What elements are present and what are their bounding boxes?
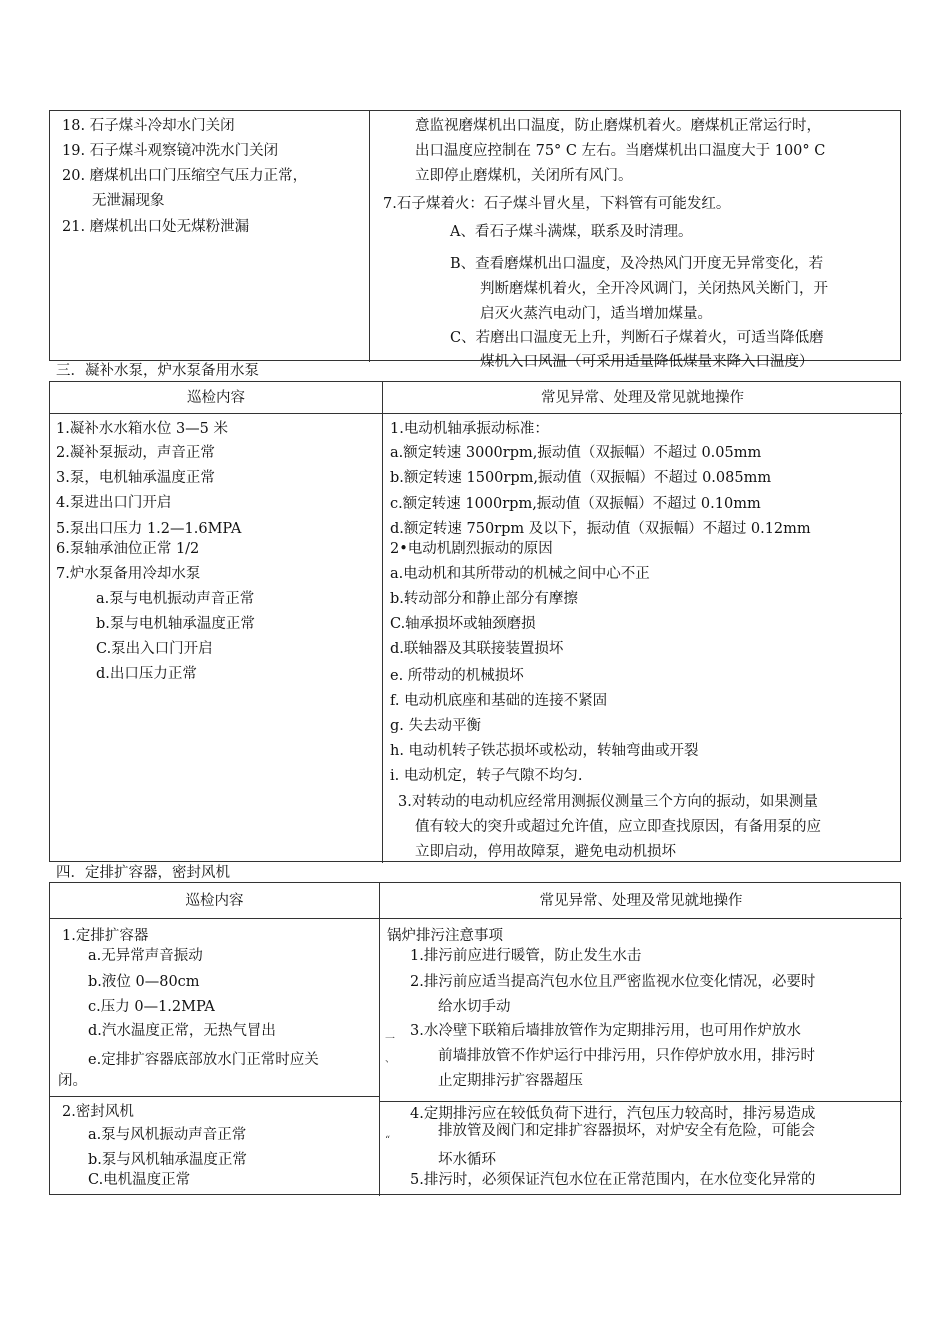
- table-3-right-line: d.额定转速 750rpm 及以下，振动值（双振幅）不超过 0.12mm: [390, 521, 811, 537]
- table-1-right-line: 7.石子煤着火：石子煤斗冒火星，下料管有可能发红。: [383, 196, 731, 212]
- table-4-right-line: 3.水冷壁下联箱后墙排放管作为定期排污用，也可用作炉放水: [410, 1023, 801, 1039]
- table-4-left-line: d.汽水温度正常，无热气冒出: [88, 1023, 276, 1039]
- table-3-right-line: 值有较大的突升或超过允许值，应立即查找原因，有备用泵的应: [415, 819, 821, 835]
- table-1-right-line: 立即停止磨煤机，关闭所有风门。: [415, 168, 633, 184]
- table-1-right-line: 判断磨煤机着火，全开冷风调门，关闭热风关断门，开: [480, 281, 828, 297]
- table-4-right-line: 5.排污时，必须保证汽包水位在正常范围内，在水位变化异常的: [410, 1172, 816, 1188]
- table-4-left-line: 闭。: [58, 1073, 87, 1089]
- table-3-right-line: f. 电动机底座和基础的连接不紧固: [390, 693, 608, 709]
- table-4-divider: [379, 883, 380, 1196]
- table-3-right-line: b.转动部分和静止部分有摩擦: [390, 591, 578, 607]
- table-1-left-line: 无泄漏现象: [92, 193, 165, 209]
- table-3-left-line: 6.泵轴承油位正常 1/2: [56, 541, 200, 557]
- table-4-left-line: 2.密封风机: [62, 1104, 134, 1120]
- table-1-left-line: 21. 磨煤机出口处无煤粉泄漏: [62, 219, 250, 235]
- table-1-left-line: 19. 石子煤斗观察镜冲洗水门关闭: [62, 143, 279, 159]
- table-4-row-rule-right: [380, 1101, 902, 1102]
- table-4-right-line: 前墙排放管不作炉运行中排污用，只作停炉放水用，排污时: [438, 1048, 815, 1064]
- table-4-left-line: a.泵与风机振动声音正常: [88, 1127, 247, 1143]
- table-4-left-line: e.定排扩容器底部放水门正常时应关: [88, 1052, 319, 1068]
- stray-mark: 、: [385, 1054, 395, 1065]
- table-3-left-line: d.出口压力正常: [96, 666, 197, 682]
- table-3-divider: [382, 382, 383, 863]
- table-4-right-line: 止定期排污扩容器超压: [438, 1073, 583, 1089]
- table-4-right-line: 1.排污前应进行暖管，防止发生水击: [410, 948, 642, 964]
- table-3-left-line: 4.泵进出口门开启: [56, 495, 172, 511]
- table-1-right-line: 意监视磨煤机出口温度，防止磨煤机着火。磨煤机正常运行时，: [415, 118, 821, 134]
- table-4-left-line: 1.定排扩容器: [62, 928, 149, 944]
- table-4-row-rule-left: [50, 1096, 379, 1097]
- table-4-right-line: 排放管及阀门和定排扩容器损坏，对炉安全有危险，可能会: [438, 1123, 815, 1139]
- table-3-right-line: 1.电动机轴承振动标准：: [390, 421, 549, 437]
- table-1-right-line: 出口温度应控制在 75° C 左右。当磨煤机出口温度大于 100° C: [415, 143, 826, 159]
- table-4-left-line: a.无异常声音振动: [88, 948, 203, 964]
- table-3-right-line: a.额定转速 3000rpm,振动值（双振幅）不超过 0.05mm: [390, 445, 762, 461]
- table-3-right-line: e. 所带动的机械损坏: [390, 668, 524, 684]
- table-section-3: 巡检内容 常见异常、处理及常见就地操作 1.凝补水水箱水位 3—5 米 2.凝补泵振动，声音正常 3.泵，电机轴承温度正常 4.泵进出口门开启 5.泵出口压力 1.2—1.6MPA 6.泵轴承油位正常 1/2 7.炉水泵备用冷却水泵 a.泵与电机振动声音正常 b.泵与电机轴承温度正常 C.泵出入口门开启 d.出口压力正常 1.电动机轴承振动标准： a.额定转速 3000rpm,振动值（双振幅）不超过 0.05mm b.额定转速 1500rpm,振动值（双振幅）不超过 0.085mm c.额定转速 1000rpm,振动值（双振幅）不超过 0.10mm d.额定转速 750rpm 及以下，振动值（双振幅）不超过 0.12mm 2•电动机剧烈振动的原因 a.电动机和其所带动的机械之间中心不正 b.转动部分和静止部分有摩擦 C.轴承损坏或轴颈磨损 d.联轴器及其联接装置损坏 e. 所带动的机械损坏 f. 电动机底座和基础的连接不紧固 g. 失去动平衡 h. 电动机转子铁芯损坏或松动，转轴弯曲或开裂 i. 电动机定，转子气隙不均匀. 3.对转动的电动机应经常用测振仪测量三个方向的振动，如果测量 值有较大的突升或超过允许值，应立即查找原因，有备用泵的应 立即启动，停用故障泵，避免电动机损坏: [49, 381, 901, 862]
- table-4-right-line: 4.定期排污应在较低负荷下进行，汽包压力较高时，排污易造成: [410, 1106, 816, 1122]
- table-3-right-line: b.额定转速 1500rpm,振动值（双振幅）不超过 0.085mm: [390, 470, 772, 486]
- table-3-right-line: d.联轴器及其联接装置损坏: [390, 641, 564, 657]
- table-1-right-line: A、看石子煤斗满煤，联系及时清理。: [450, 224, 693, 240]
- table-1-right-line: C、若磨出口温度无上升，判断石子煤着火，可适当降低磨: [450, 330, 824, 346]
- table-section-4: 巡检内容 常见异常、处理及常见就地操作 1.定排扩容器 a.无异常声音振动 b.液位 0—80cm c.压力 0—1.2MPA d.汽水温度正常，无热气冒出 e.定排扩容器底部放水门正常时应关 闭。 2.密封风机 a.泵与风机振动声音正常 b.泵与风机轴承温度正常 C.电机温度正常 锅炉排污注意事项 1.排污前应进行暖管，防止发生水击 2.排污前应适当提高汽包水位且严密监视水位变化情况，必要时 给水切手动 3.水冷壁下联箱后墙排放管作为定期排污用，也可用作炉放水 前墙排放管不作炉运行中排污用，只作停炉放水用，排污时 止定期排污扩容器超压 4.定期排污应在较低负荷下进行，汽包压力较高时，排污易造成 排放管及阀门和定排扩容器损坏，对炉安全有危险，可能会 坏水循环 5.排污时，必须保证汽包水位在正常范围内，在水位变化异常的 一 、 “: [49, 882, 901, 1195]
- table-3-right-line: i. 电动机定，转子气隙不均匀.: [390, 768, 583, 784]
- table-1: [49, 110, 901, 370]
- stray-mark: “: [385, 1135, 391, 1146]
- table-1-left-line: 18. 石子煤斗冷却水门关闭: [62, 118, 235, 134]
- table-4-right-line: 2.排污前应适当提高汽包水位且严密监视水位变化情况，必要时: [410, 974, 816, 990]
- table-3-header-rule: [50, 413, 902, 414]
- table-4-header-rule: [50, 918, 902, 919]
- table-3-left-line: 2.凝补泵振动，声音正常: [56, 445, 215, 461]
- table-1-right-line: 煤机入口风温（可采用适量降低煤量来降入口温度）: [480, 354, 814, 370]
- table-3-left-line: a.泵与电机振动声音正常: [96, 591, 255, 607]
- table-4-left-line: C.电机温度正常: [88, 1172, 191, 1188]
- table-3-left-line: 1.凝补水水箱水位 3—5 米: [56, 421, 229, 437]
- table-3-left-line: 5.泵出口压力 1.2—1.6MPA: [56, 521, 242, 537]
- table-4-right-line: 给水切手动: [438, 999, 511, 1015]
- table-4-left-line: b.液位 0—80cm: [88, 974, 200, 990]
- table-1-left-line: 20. 磨煤机出口门压缩空气压力正常，: [62, 168, 308, 184]
- table-3-right-line: C.轴承损坏或轴颈磨损: [390, 616, 536, 632]
- table-3-left-line: 3.泵，电机轴承温度正常: [56, 470, 215, 486]
- table-3-right-line: 3.对转动的电动机应经常用测振仪测量三个方向的振动，如果测量: [398, 794, 818, 810]
- table-3-right-line: a.电动机和其所带动的机械之间中心不正: [390, 566, 650, 582]
- stray-mark: 一: [385, 1034, 395, 1045]
- table-3-left-line: C.泵出入口门开启: [96, 641, 213, 657]
- section-4-title: 四．定排扩容器，密封风机: [56, 865, 230, 881]
- table-1-right-line: B、查看磨煤机出口温度，及冷热风门开度无异常变化，若: [450, 256, 824, 272]
- table-4-right-line: 锅炉排污注意事项: [387, 928, 503, 944]
- table-1-divider: [369, 111, 370, 362]
- table-4-right-line: 坏水循环: [438, 1152, 496, 1168]
- table-1-right-line: 启灭火蒸汽电动门，适当增加煤量。: [480, 306, 712, 322]
- table-4-left-line: c.压力 0—1.2MPA: [88, 999, 215, 1015]
- table-3-left-line: b.泵与电机轴承温度正常: [96, 616, 255, 632]
- table-3-right-line: 立即启动，停用故障泵，避免电动机损坏: [415, 844, 676, 860]
- table-3-right-line: g. 失去动平衡: [390, 718, 481, 734]
- section-3-title: 三．凝补水泵，炉水泵备用水泵: [56, 363, 259, 379]
- table-3-left-line: 7.炉水泵备用冷却水泵: [56, 566, 201, 582]
- table-3-right-line: h. 电动机转子铁芯损坏或松动，转轴弯曲或开裂: [390, 743, 699, 759]
- table-4-left-line: b.泵与风机轴承温度正常: [88, 1152, 247, 1168]
- table-3-right-line: c.额定转速 1000rpm,振动值（双振幅）不超过 0.10mm: [390, 496, 761, 512]
- table-3-right-line: 2•电动机剧烈振动的原因: [390, 541, 553, 557]
